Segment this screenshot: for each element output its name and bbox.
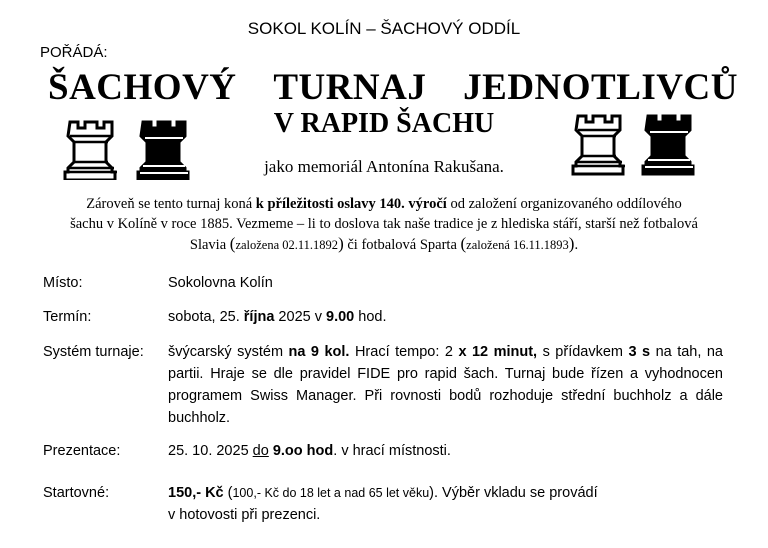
memorial-line: jako memoriál Antonína Rakušana. xyxy=(264,157,504,176)
detail-value xyxy=(168,440,723,462)
text-segment: v hotovosti při prezenci. xyxy=(168,507,321,523)
text-segment: 9.00 xyxy=(326,309,355,325)
text-segment: či fotbalová Sparta xyxy=(343,237,461,253)
title-word: ŠACHOVÝ xyxy=(48,67,237,108)
text-segment: 150,- Kč xyxy=(168,485,224,501)
text-segment: Zároveň se tento turnaj koná xyxy=(86,196,256,212)
organizer-heading: SOKOL KOLÍN – ŠACHOVÝ ODDÍL xyxy=(247,19,521,38)
text-segment: založena 02.11.1892 xyxy=(235,238,339,252)
detail-value xyxy=(168,306,723,328)
text-segment: x 12 minut, xyxy=(458,344,538,360)
text-segment: do xyxy=(252,443,269,459)
text-segment: . xyxy=(574,237,579,253)
title-word: TURNAJ xyxy=(273,67,427,108)
detail-label: Termín: xyxy=(43,309,92,325)
text-segment: švýcarský systém xyxy=(168,344,289,360)
tournament-title xyxy=(48,66,738,109)
tournament-subtitle: V RAPID ŠACHU xyxy=(273,108,495,139)
detail-label: Systém turnaje: xyxy=(43,344,144,360)
black-rook-icon xyxy=(640,112,698,176)
text-segment: na 9 kol. xyxy=(288,344,350,360)
text-segment: na tah, na partii. Hraje se dle pravidel FIDE pro rapid šach. Turnaj bude řízen a vyhodnocen programem Swiss Manager. Při rovnosti bodů rozhoduje střední buchholz a dále buchholz. xyxy=(168,344,723,426)
text-segment: Sokolovna Kolín xyxy=(168,275,273,291)
black-rook-icon xyxy=(135,120,193,180)
text-segment: sobota, 25. xyxy=(168,309,244,325)
text-segment: . v hrací místnosti. xyxy=(333,443,451,459)
text-segment: 3 s xyxy=(628,344,651,360)
text-segment: ( xyxy=(229,234,236,253)
detail-value xyxy=(168,482,723,526)
text-segment: od založení organizovaného oddílového šachu v Kolíně v roce 1885. Vezmeme – li to doslova tak naše tradice je z hlediska stáří, starší než fotbalová Slavia xyxy=(70,196,698,253)
text-segment: 2025 v xyxy=(274,309,326,325)
text-segment: s přídavkem xyxy=(537,344,629,360)
text-segment: ) xyxy=(568,234,575,253)
text-segment: ( xyxy=(460,234,467,253)
detail-label: Prezentace: xyxy=(43,443,121,459)
detail-value xyxy=(168,272,723,294)
text-segment: ). Výběr vkladu se provádí xyxy=(429,485,598,501)
text-segment: 25. 10. 2025 xyxy=(168,443,253,459)
text-segment: 100,- Kč do 18 let a nad 65 let věku xyxy=(232,486,430,500)
text-segment: založená 16.11.1893 xyxy=(466,238,569,252)
intro-paragraph xyxy=(70,194,698,255)
text-segment: Hrací tempo: 2 xyxy=(349,344,459,360)
white-rook-icon xyxy=(570,112,628,176)
organizes-label: POŘÁDÁ: xyxy=(40,44,108,61)
white-rook-icon xyxy=(62,120,120,180)
text-segment: ( xyxy=(223,485,233,501)
text-segment: 9.oo hod xyxy=(272,443,334,459)
text-segment: k příležitosti oslavy 140. výročí xyxy=(255,196,447,212)
detail-value xyxy=(168,341,723,429)
text-segment: hod. xyxy=(354,309,387,325)
detail-label: Startovné: xyxy=(43,485,110,501)
title-word: JEDNOTLIVCŮ xyxy=(463,67,738,108)
detail-label: Místo: xyxy=(43,275,83,291)
text-segment: ) xyxy=(338,234,344,253)
text-segment: října xyxy=(243,309,275,325)
